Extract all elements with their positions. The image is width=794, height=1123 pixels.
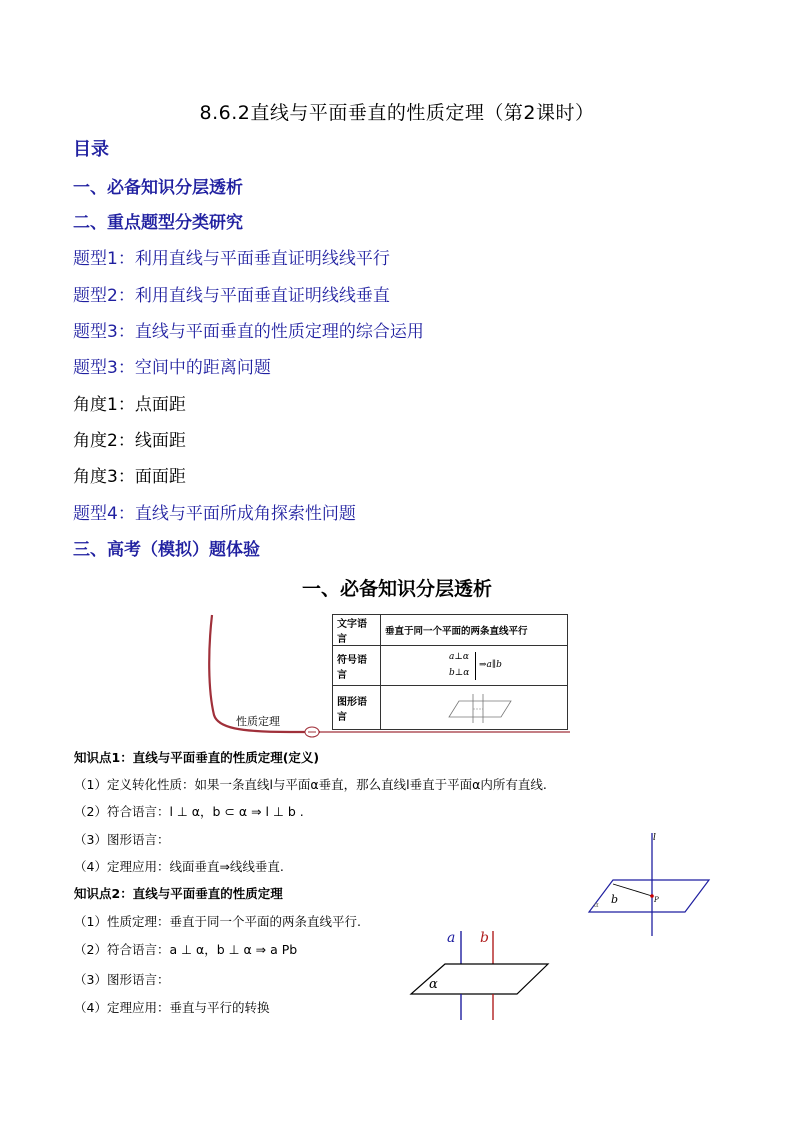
figure-line-perp-plane xyxy=(585,828,715,940)
label-alpha: α xyxy=(594,901,599,909)
toc-item[interactable]: 题型3：空间中的距离问题 xyxy=(73,358,271,378)
mindmap-label: 性质定理 xyxy=(236,715,280,728)
section-heading: 一、必备知识分层透析 xyxy=(301,578,492,600)
definition-table xyxy=(332,614,568,730)
toc-item[interactable]: 角度2：线面距 xyxy=(73,431,186,451)
table-cell: 垂直于同一个平面的两条直线平行 xyxy=(381,615,568,646)
parallel-lines-figure xyxy=(443,691,523,725)
kp2-line: （2）符合语言：a ⊥ α，b ⊥ α ⇒ a Pb xyxy=(74,942,298,957)
label-l: l xyxy=(653,833,656,843)
toc-item[interactable]: 一、必备知识分层透析 xyxy=(73,178,243,198)
label-p: P xyxy=(654,896,659,904)
symbol-b-perp: b⊥α xyxy=(449,667,470,678)
symbol-a-perp: a⊥α xyxy=(449,651,469,662)
kp1-line: （4）定理应用：线面垂直⇒线线垂直. xyxy=(74,859,284,874)
table-row xyxy=(333,646,568,686)
toc-item[interactable]: 二、重点题型分类研究 xyxy=(73,213,243,233)
brace xyxy=(475,652,476,680)
toc-item[interactable]: 角度1：点面距 xyxy=(73,395,186,415)
toc-item[interactable]: 题型2：利用直线与平面垂直证明线线垂直 xyxy=(73,286,390,306)
toc-heading: 目录 xyxy=(73,139,109,160)
kp1-title: 知识点1：直线与平面垂直的性质定理(定义) xyxy=(74,750,320,765)
kp1-line: （1）定义转化性质：如果一条直线l与平面α垂直，那么直线l垂直于平面α内所有直线. xyxy=(74,777,547,792)
kp1-line: （2）符合语言：l ⊥ α，b ⊂ α ⇒ l ⊥ b . xyxy=(74,804,304,819)
table-header-cell: 文字语言 xyxy=(333,615,381,646)
table-row xyxy=(333,615,568,646)
toc-item[interactable]: 题型4：直线与平面所成角探索性问题 xyxy=(73,504,356,524)
label-alpha2: α xyxy=(429,977,438,992)
table-header-cell: 符号语言 xyxy=(333,646,381,686)
toc-item[interactable]: 题型3：直线与平面垂直的性质定理的综合运用 xyxy=(73,322,424,342)
label-a: a xyxy=(447,930,456,946)
symbol-conclusion: ⇒a∥b xyxy=(479,659,502,670)
kp2-title: 知识点2：直线与平面垂直的性质定理 xyxy=(74,886,283,901)
kp2-line: （4）定理应用：垂直与平行的转换 xyxy=(74,1000,270,1015)
label-b2: b xyxy=(480,930,489,946)
table-header-cell: 图形语言 xyxy=(333,686,381,730)
table-row xyxy=(333,686,568,730)
toc-item[interactable]: 三、高考（模拟）题体验 xyxy=(73,540,260,560)
table-cell xyxy=(381,686,568,730)
label-b: b xyxy=(611,893,619,906)
kp2-line: （1）性质定理：垂直于同一个平面的两条直线平行. xyxy=(74,914,361,929)
page-title: 8.6.2直线与平面垂直的性质定理（第2课时） xyxy=(199,102,595,124)
kp1-line: （3）图形语言： xyxy=(74,832,170,847)
table-cell xyxy=(381,646,568,686)
toc-item[interactable]: 题型1：利用直线与平面垂直证明线线平行 xyxy=(73,249,390,269)
kp2-line: （3）图形语言： xyxy=(74,972,170,987)
toc-item[interactable]: 角度3：面面距 xyxy=(73,467,186,487)
